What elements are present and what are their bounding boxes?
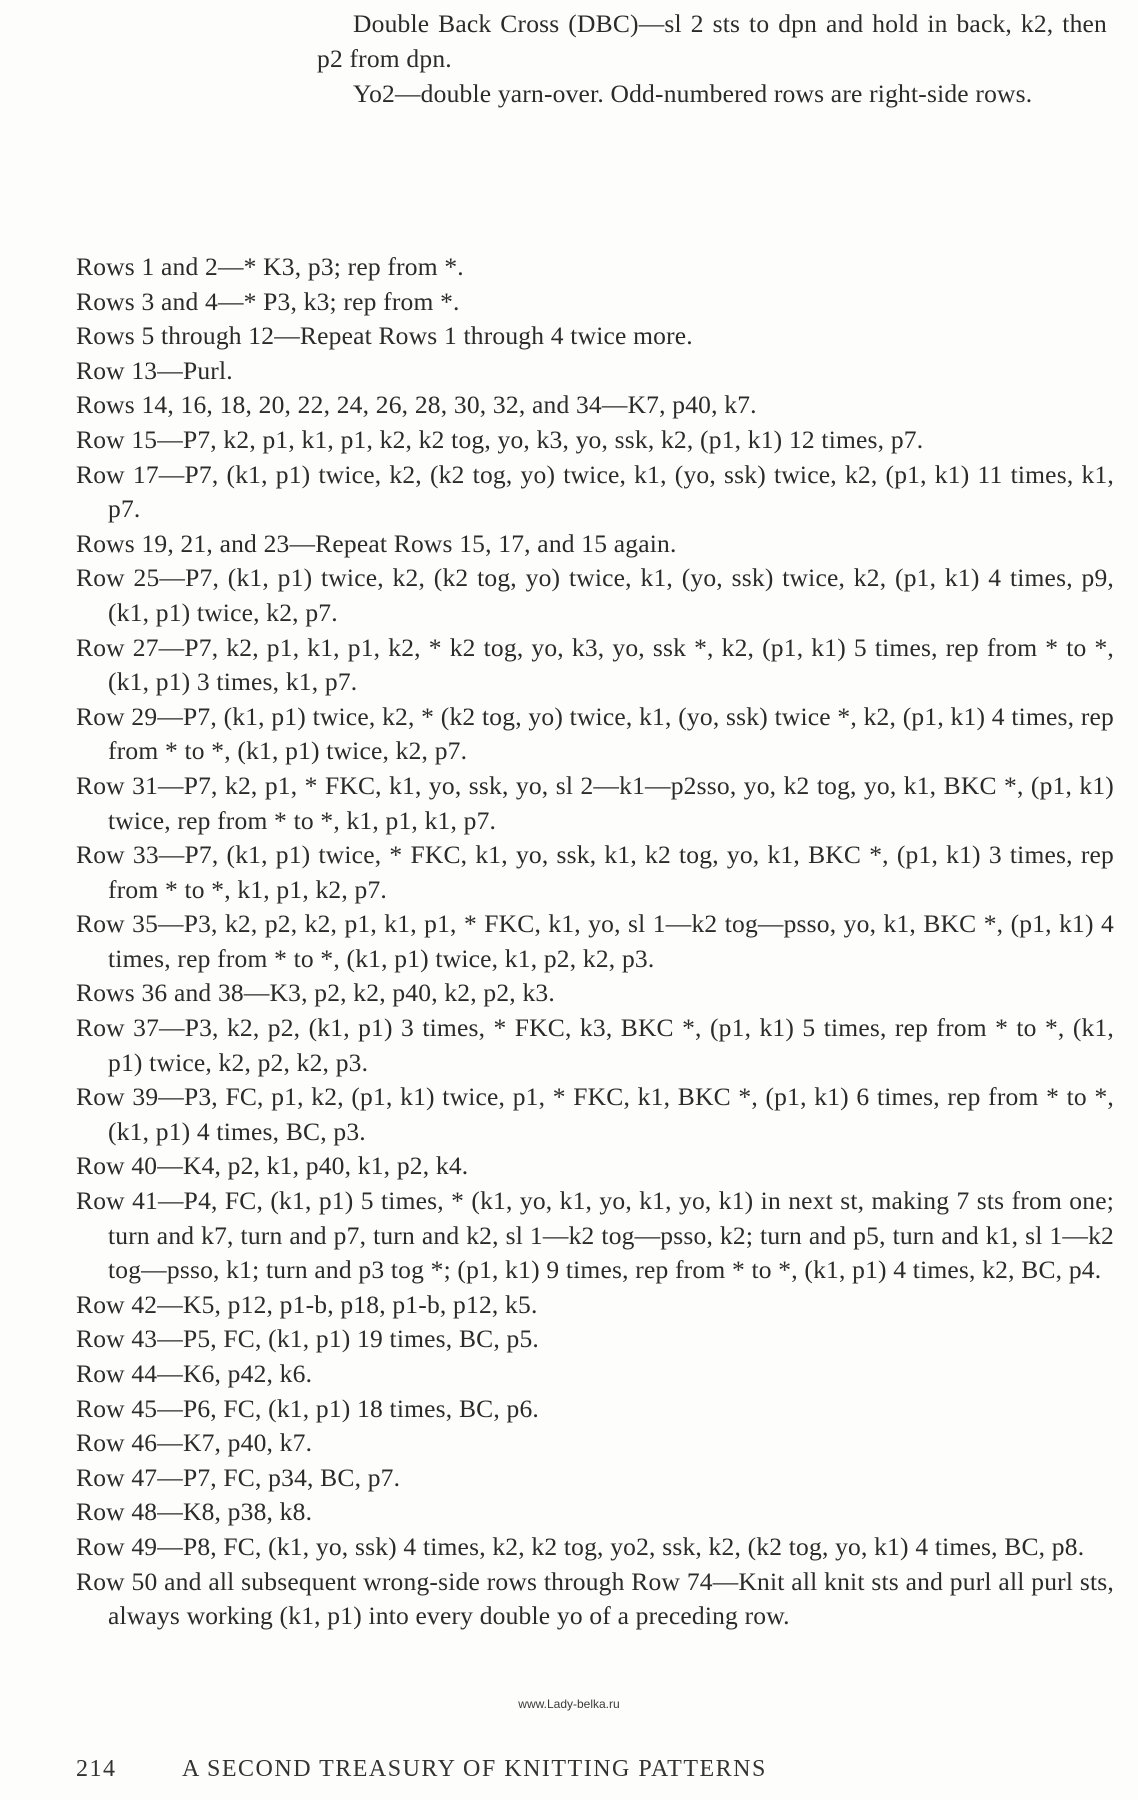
pattern-row: Row 43—P5, FC, (k1, p1) 19 times, BC, p5. bbox=[76, 1324, 539, 1354]
pattern-row: Row 46—K7, p40, k7. bbox=[76, 1428, 313, 1458]
pattern-row: Row 37—P3, k2, p2, (k1, p1) 3 times, * FKC, k3, BKC *, (p1, k1) 5 times, rep from * to *, (k1, p1) twice, k2, p2, k2, p3. bbox=[76, 1013, 1114, 1077]
watermark-link[interactable]: www.Lady-belka.ru bbox=[518, 1697, 620, 1711]
pattern-row: Rows 3 and 4—* P3, k3; rep from *. bbox=[76, 286, 460, 316]
pattern-row: Rows 5 through 12—Repeat Rows 1 through 4 twice more. bbox=[76, 321, 693, 351]
abbreviation-notes bbox=[317, 6, 1107, 111]
pattern-row: Row 50 and all subsequent wrong-side rows through Row 74—Knit all knit sts and purl all purl sts, always working (k1, p1) into every double yo of a preceding row. bbox=[76, 1566, 1114, 1631]
pattern-row: Row 29—P7, (k1, p1) twice, k2, * (k2 tog, yo) twice, k1, (yo, ssk) twice *, k2, (p1, k1) 4 times, rep from * to *, (k1, p1) twice, k2, p7. bbox=[76, 701, 1114, 766]
pattern-row: Row 47—P7, FC, p34, BC, p7. bbox=[76, 1462, 401, 1492]
page-footer bbox=[76, 1756, 767, 1783]
pattern-row: Row 42—K5, p12, p1-b, p18, p1-b, p12, k5. bbox=[76, 1289, 538, 1319]
pattern-row: Row 35—P3, k2, p2, k2, p1, k1, p1, * FKC, k1, yo, sl 1—k2 tog—psso, yo, k1, BKC *, (p1, k1) 4 times, rep from * to *, (k1, p1) twice, k1, p2, k2, p3. bbox=[76, 909, 1114, 973]
pattern-row: Row 49—P8, FC, (k1, yo, ssk) 4 times, k2, k2 tog, yo2, ssk, k2, (k2 tog, yo, k1) 4 times, BC, p8. bbox=[76, 1531, 1085, 1561]
pattern-row: Row 31—P7, k2, p1, * FKC, k1, yo, ssk, yo, sl 2—k1—p2sso, yo, k2 tog, yo, k1, BKC *, (p1, k1) twice, rep from * to *, k1, p1, k1, p7. bbox=[76, 770, 1114, 835]
pattern-row: Row 45—P6, FC, (k1, p1) 18 times, BC, p6. bbox=[76, 1393, 539, 1423]
pattern-row: Row 39—P3, FC, p1, k2, (p1, k1) twice, p1, * FKC, k1, BKC *, (p1, k1) 6 times, rep from * to *, (k1, p1) 4 times, BC, p3. bbox=[76, 1082, 1114, 1146]
pattern-row: Row 40—K4, p2, k1, p40, k1, p2, k4. bbox=[76, 1151, 469, 1181]
abbreviation-dbc: Double Back Cross (DBC)—sl 2 sts to dpn and hold in back, k2, then p2 from dpn. bbox=[317, 9, 1107, 73]
pattern-row: Rows 19, 21, and 23—Repeat Rows 15, 17, and 15 again. bbox=[76, 528, 677, 558]
pattern-row: Rows 36 and 38—K3, p2, k2, p40, k2, p2, k3. bbox=[76, 978, 555, 1008]
pattern-row: Row 17—P7, (k1, p1) twice, k2, (k2 tog, yo) twice, k1, (yo, ssk) twice, k2, (p1, k1) 11 times, k1, p7. bbox=[76, 459, 1114, 524]
pattern-row: Row 13—Purl. bbox=[76, 355, 233, 385]
pattern-rows bbox=[76, 250, 1114, 1634]
page-number: 214 bbox=[76, 1756, 117, 1782]
pattern-row: Row 44—K6, p42, k6. bbox=[76, 1359, 313, 1388]
pattern-row: Row 25—P7, (k1, p1) twice, k2, (k2 tog, yo) twice, k1, (yo, ssk) twice, k2, (p1, k1) 4 times, p9, (k1, p1) twice, k2, p7. bbox=[76, 563, 1114, 627]
pattern-row: Rows 1 and 2—* K3, p3; rep from *. bbox=[76, 252, 464, 281]
running-title: A SECOND TREASURY OF KNITTING PATTERNS bbox=[182, 1756, 767, 1782]
pattern-row: Row 41—P4, FC, (k1, p1) 5 times, * (k1, yo, k1, yo, k1, yo, k1) in next st, making 7 sts from one; turn and k7, turn and p7, turn and k2, sl 1—k2 tog—psso, k2; turn and p5, turn and k1, sl 1—k2 tog—psso, k1; turn and p3 tog *; (p1, k1) 9 times, rep from * to *, (k1, p1) 4 times, k2, BC, p4. bbox=[76, 1186, 1114, 1285]
pattern-row: Row 33—P7, (k1, p1) twice, * FKC, k1, yo, ssk, k1, k2 tog, yo, k1, BKC *, (p1, k1) 3 times, rep from * to *, k1, p1, k2, p7. bbox=[76, 840, 1114, 904]
pattern-row: Row 48—K8, p38, k8. bbox=[76, 1497, 313, 1527]
pattern-row: Rows 14, 16, 18, 20, 22, 24, 26, 28, 30, 32, and 34—K7, p40, k7. bbox=[76, 390, 757, 420]
abbreviation-yo2: Yo2—double yarn-over. Odd-numbered rows are right-side rows. bbox=[353, 79, 1033, 108]
pattern-row: Row 15—P7, k2, p1, k1, p1, k2, k2 tog, yo, k3, yo, ssk, k2, (p1, k1) 12 times, p7. bbox=[76, 424, 924, 454]
pattern-row: Row 27—P7, k2, p1, k1, p1, k2, * k2 tog, yo, k3, yo, ssk *, k2, (p1, k1) 5 times, rep from * to *, (k1, p1) 3 times, k1, p7. bbox=[76, 632, 1114, 697]
